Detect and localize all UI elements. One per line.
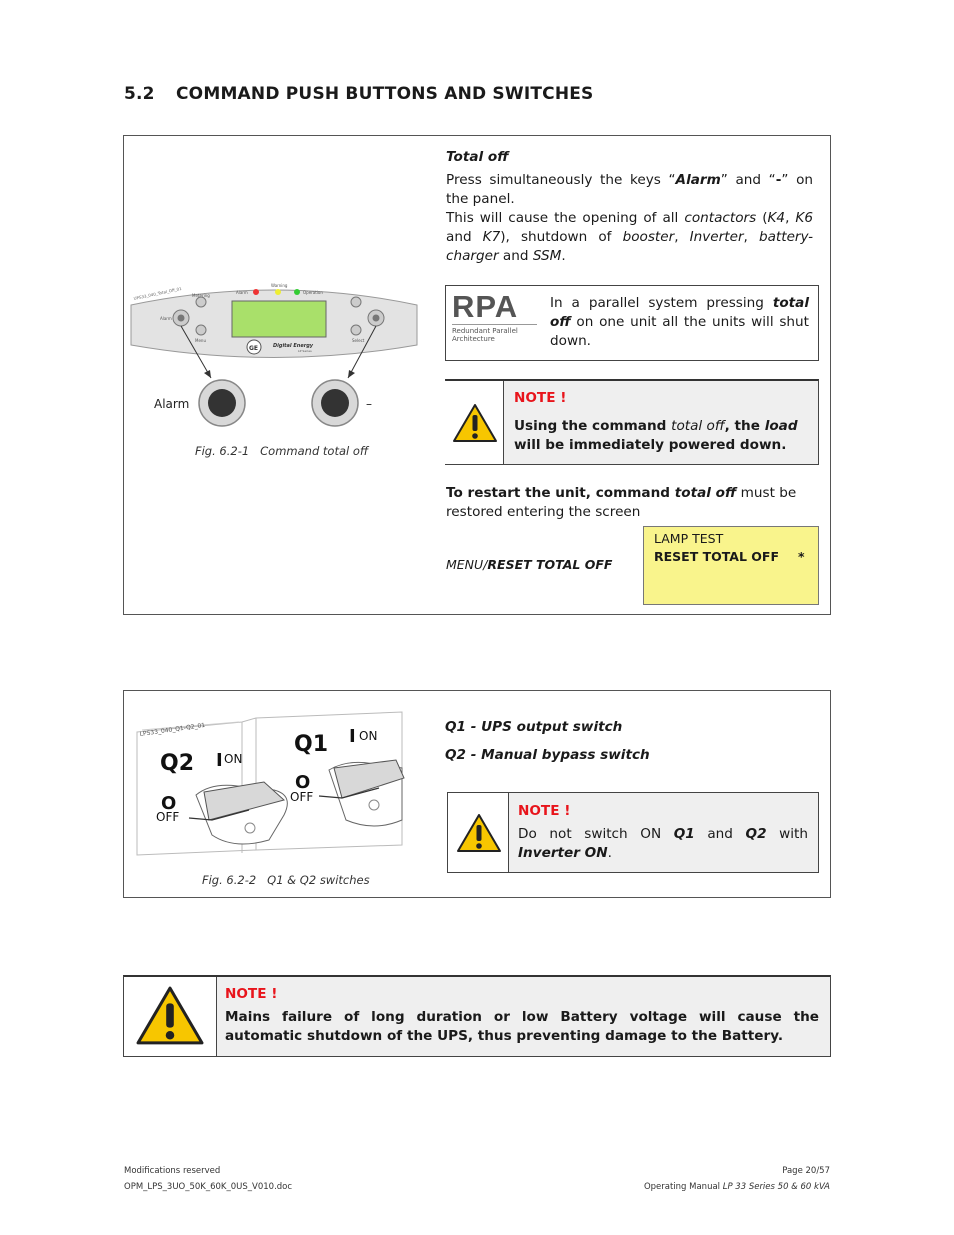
- small-warning-text: Warning: [271, 283, 288, 288]
- note-1-text: Using the command total off, the load will be immediately powered down.: [514, 418, 798, 453]
- rpa-logo-text: RPA: [452, 291, 537, 325]
- note-2-label: NOTE !: [518, 803, 571, 819]
- warning-icon: [135, 985, 205, 1046]
- small-menu-text: Menu: [195, 338, 206, 343]
- rpa-logo-sub1: Redundant Parallel: [452, 327, 518, 335]
- figure-caption-1: Fig. 6.2-1 Command total off: [195, 444, 369, 458]
- footer-left-1: Modifications reserved: [124, 1166, 221, 1176]
- brand-text: Digital Energy: [273, 343, 314, 349]
- small-alarm-btn-text: Alarm: [160, 316, 172, 321]
- footer-right-2: Operating Manual LP 33 Series 50 & 60 kVA: [643, 1182, 830, 1192]
- switches-code-text: LPS33_040_Q1-Q2_01: [139, 721, 206, 738]
- total-off-description: Press simultaneously the keys “Alarm” and “-” on the panel. This will cause the opening of all contactors (K4, K6 and K7), shutdown of booster, Inverter, battery-charger and SSM.: [446, 172, 814, 264]
- q2-on-label: ON: [224, 752, 243, 766]
- section-heading: [124, 84, 594, 104]
- minus-key-label: –: [366, 397, 372, 411]
- lcd-line-1: LAMP TEST: [654, 531, 724, 546]
- q2-label: Q2: [160, 751, 195, 776]
- q2-description: Q2 - Manual bypass switch: [445, 747, 650, 763]
- small-alarm-text: Alarm: [236, 290, 248, 295]
- lcd-line-2: RESET TOTAL OFF: [654, 549, 779, 564]
- brand-sub-text: LP Series: [298, 349, 312, 353]
- lcd-marker: *: [798, 549, 805, 564]
- total-off-title: Total off: [446, 149, 509, 165]
- small-operation-text: Operation: [303, 290, 323, 295]
- note-3-label: NOTE !: [225, 986, 278, 1002]
- q2-on-symbol: I: [216, 750, 223, 771]
- lcd-screen: [643, 526, 819, 605]
- rpa-text: In a parallel system pressing total off on one unit all the units will shut down.: [550, 295, 809, 349]
- menu-path: MENU/RESET TOTAL OFF: [446, 557, 613, 572]
- control-panel-illustration: [126, 270, 422, 440]
- q1-label: Q1: [294, 732, 329, 757]
- q1-description: Q1 - UPS output switch: [445, 719, 623, 735]
- panel-code-text: UPS33_040_Total_Off_01: [133, 285, 183, 301]
- rpa-logo: [452, 291, 537, 343]
- small-select-text: Select: [352, 338, 365, 343]
- lcd-display: [232, 301, 326, 337]
- footer-left-2: OPM_LPS_3UO_50K_60K_0US_V010.doc: [124, 1182, 293, 1192]
- note-3-text: Mains failure of long duration or low Battery voltage will cause the automatic shutdown of the UPS, thus preventing damage to the Battery.: [225, 1009, 819, 1044]
- rpa-logo-sub2: Architecture: [452, 335, 495, 343]
- alarm-key-label: Alarm: [154, 397, 190, 411]
- restart-text: To restart the unit, command total off must be restored entering the screen: [446, 485, 797, 520]
- section-title: COMMAND PUSH BUTTONS AND SWITCHES: [176, 84, 594, 104]
- figure-caption-2: Fig. 6.2-2 Q1 & Q2 switches: [202, 873, 370, 887]
- q1-off-symbol: O: [295, 772, 311, 793]
- small-metering-text: Metering: [192, 293, 210, 298]
- q1-on-label: ON: [359, 729, 378, 743]
- q2-off-symbol: O: [161, 793, 177, 814]
- section-number: 5.2: [124, 84, 155, 104]
- note-2-text: Do not switch ON Q1 and Q2 with Inverter ON.: [518, 826, 808, 861]
- q1-on-symbol: I: [349, 726, 356, 747]
- q1-off-label: OFF: [290, 790, 314, 804]
- ge-logo: GE: [249, 345, 259, 352]
- q2-off-label: OFF: [156, 810, 180, 824]
- warning-icon: [456, 813, 502, 853]
- note-1-label: NOTE !: [514, 390, 567, 406]
- switches-illustration: [134, 710, 414, 860]
- footer-right-1: Page 20/57: [782, 1166, 830, 1176]
- warning-icon: [452, 403, 498, 443]
